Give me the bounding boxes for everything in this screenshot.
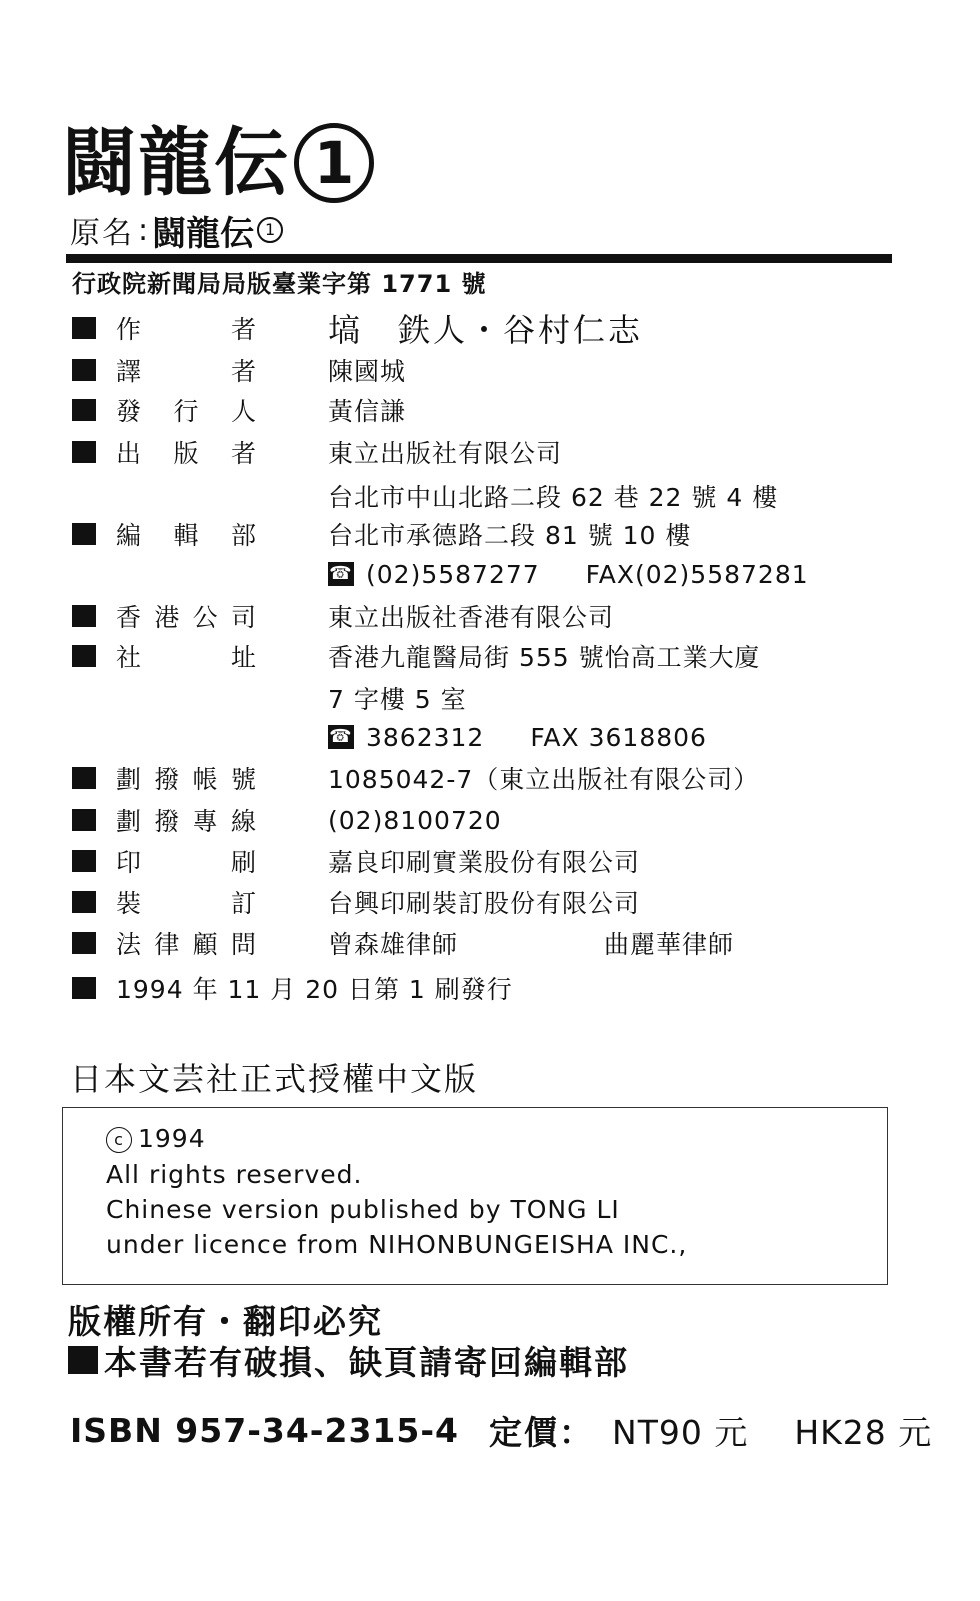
credit-row-translator: [72, 352, 407, 388]
price-nt: NT90 元: [612, 1412, 749, 1452]
square-bullet-icon: [72, 932, 96, 954]
credit-row-publisher-person: [72, 392, 407, 428]
rights-line: 版權所有・翻印必究: [68, 1302, 383, 1341]
copyright-line-2: All rights reserved.: [106, 1160, 363, 1189]
print-date: 1994 年 11 月 20 日第 1 刷發行: [116, 975, 513, 1004]
license-number: 行政院新聞局局版臺業字第 1771 號: [72, 270, 487, 298]
credit-label: 編輯部: [116, 521, 256, 550]
credit-row-giro-line: [72, 802, 502, 838]
credit-label: 出版者: [116, 439, 256, 468]
credit-label: 裝訂: [116, 889, 256, 918]
book-title-text: 闘龍伝: [62, 120, 290, 206]
credit-value: 曾森雄律師: [328, 930, 459, 959]
credit-row-legal: [72, 925, 735, 961]
credit-row-hk-company: [72, 598, 615, 634]
phone-icon: ☎: [329, 563, 353, 584]
price-label: 定價：: [489, 1412, 595, 1452]
square-bullet-icon: [72, 359, 96, 381]
credit-row-publisher: [72, 434, 563, 470]
isbn-price-row: [70, 1406, 932, 1454]
credit-label: 譯者: [116, 357, 256, 386]
square-bullet-icon: [72, 441, 96, 463]
square-bullet-icon: [72, 523, 96, 545]
credit-value: 1085042-7（東立出版社有限公司）: [328, 765, 760, 794]
credit-row-giro-account: [72, 760, 760, 796]
credit-row-author: [72, 310, 644, 349]
square-bullet-icon: [72, 645, 96, 667]
credit-label: 法律顧問: [116, 930, 256, 959]
square-bullet-icon: [72, 977, 96, 999]
original-volume-badge: 1: [257, 217, 283, 243]
credit-value: 陳國城: [328, 357, 407, 386]
credit-value: 香港九龍醫局街 555 號怡高工業大廈: [328, 643, 761, 672]
notice-line: 本書若有破損、缺頁請寄回編輯部: [104, 1342, 629, 1382]
credit-label: 劃撥專線: [116, 807, 256, 836]
square-bullet-icon: [72, 891, 96, 913]
authorization-line: 日本文芸社正式授權中文版: [70, 1060, 479, 1098]
hk-fax: FAX 3618806: [530, 722, 707, 752]
copyright-year: 1994: [138, 1124, 206, 1153]
square-bullet-icon: [72, 399, 96, 421]
print-date-row: [72, 970, 513, 1006]
notice-row: [68, 1338, 629, 1382]
credit-row-printing: [72, 843, 641, 879]
square-bullet-icon: [72, 605, 96, 627]
credit-label: 發行人: [116, 397, 256, 426]
credit-value: 台北市承德路二段 81 號 10 樓: [328, 521, 692, 550]
credit-value: 東立出版社有限公司: [328, 439, 563, 468]
copyright-icon: c: [106, 1127, 132, 1153]
hk-phone-line: [328, 720, 707, 754]
editorial-fax: FAX(02)5587281: [585, 559, 809, 589]
credit-row-binding: [72, 884, 641, 920]
editorial-phone: (02)5587277: [366, 559, 540, 589]
credit-label: 香港公司: [116, 603, 256, 632]
editorial-phone-line: [328, 557, 809, 591]
credit-label: 印刷: [116, 848, 256, 877]
publisher-address: 台北市中山北路二段 62 巷 22 號 4 樓: [328, 483, 779, 512]
volume-number-badge: 1: [294, 123, 374, 203]
square-bullet-icon: [72, 317, 96, 339]
book-title: [62, 118, 374, 208]
credit-row-hk-address: [72, 638, 761, 674]
original-title-separator: :: [138, 212, 149, 248]
credit-value: 塙 鉄人・谷村仁志: [328, 311, 644, 349]
hk-address-cont: 7 字樓 5 室: [328, 685, 467, 714]
credit-row-editorial: [72, 516, 692, 552]
credit-value-second: 曲麗華律師: [604, 930, 735, 959]
original-title-label: 原名: [70, 216, 134, 251]
credit-label: 作者: [116, 315, 256, 344]
copyright-line-3: Chinese version published by TONG LI: [106, 1195, 620, 1224]
credit-value: 台興印刷裝訂股份有限公司: [328, 889, 641, 918]
phone-icon: ☎: [329, 726, 353, 747]
credit-value: 東立出版社香港有限公司: [328, 603, 615, 632]
square-bullet-icon: [72, 809, 96, 831]
credit-value: 黃信謙: [328, 397, 407, 426]
copyright-line-4: under licence from NIHONBUNGEISHA INC.,: [106, 1230, 688, 1259]
header-rule: [66, 254, 892, 263]
hk-phone: 3862312: [366, 722, 485, 752]
credit-value: 嘉良印刷實業股份有限公司: [328, 848, 641, 877]
isbn: ISBN 957-34-2315-4: [70, 1410, 460, 1450]
original-title-text: 闘龍伝: [152, 213, 255, 254]
credit-label: 劃撥帳號: [116, 765, 256, 794]
credit-label: 社址: [116, 643, 256, 672]
copyright-year-line: [106, 1124, 206, 1153]
credit-value: (02)8100720: [328, 805, 502, 835]
price-hk: HK28 元: [794, 1412, 933, 1452]
square-bullet-icon: [72, 767, 96, 789]
square-bullet-icon: [68, 1346, 98, 1374]
square-bullet-icon: [72, 850, 96, 872]
original-title: [70, 208, 283, 252]
